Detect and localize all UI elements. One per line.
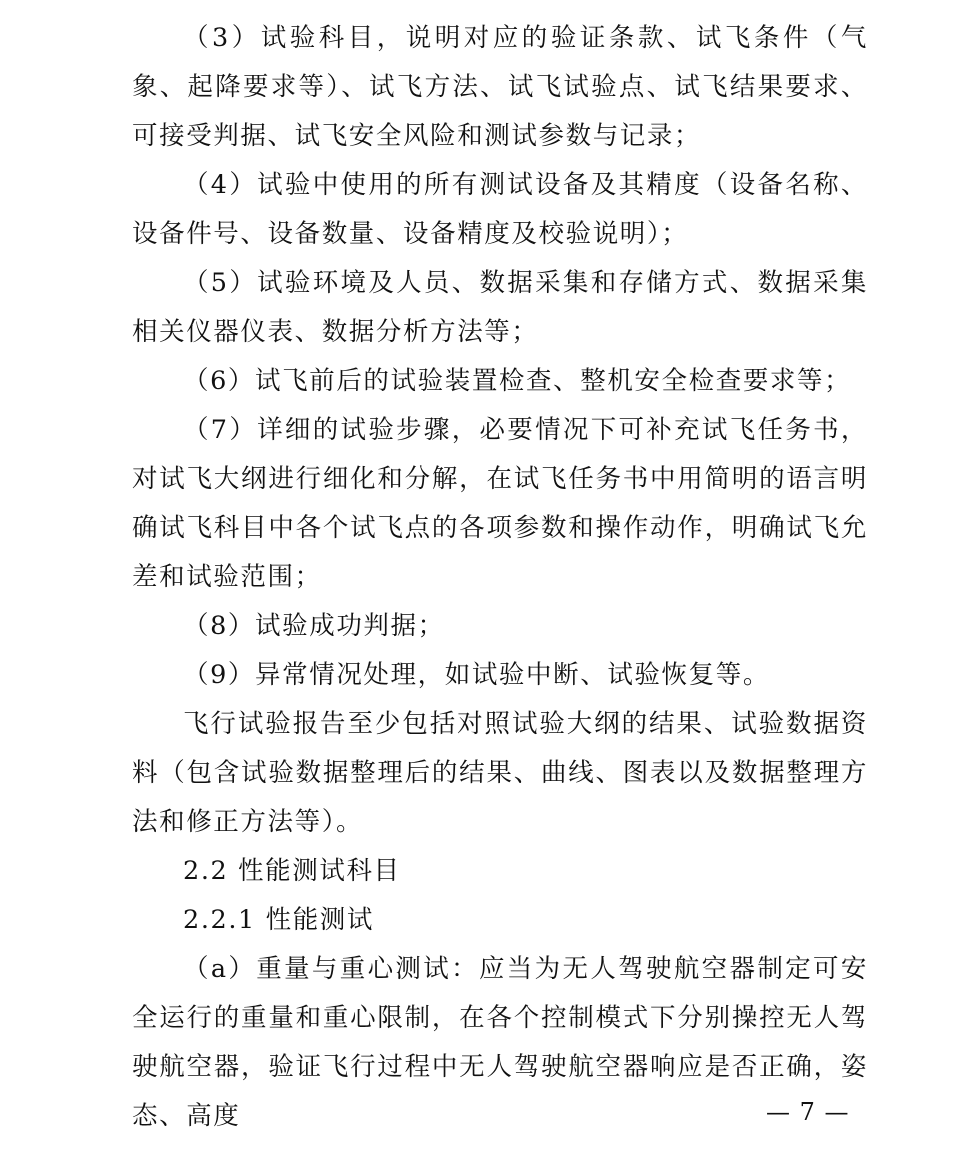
list-item-9: （9）异常情况处理，如试验中断、试验恢复等。 <box>183 660 770 690</box>
subsection-heading: 2.2.1 性能测试 <box>183 905 374 935</box>
page-number: — 7 — <box>766 1098 850 1126</box>
list-item-3: （3）试验科目，说明对应的验证条款、试飞条件（气象、起降要求等）、试飞方法、试飞试验点、试飞结果要求、可接受判据、试飞安全风险和测试参数与记录； <box>132 23 868 151</box>
list-item-8: （8）试验成功判据； <box>183 611 445 641</box>
report-paragraph: 飞行试验报告至少包括对照试验大纲的结果、试验数据资料（包含试验数据整理后的结果、曲线、图表以及数据整理方法和修正方法等）。 <box>132 709 868 837</box>
list-item-7: （7）详细的试验步骤，必要情况下可补充试飞任务书，对试飞大纲进行细化和分解，在试飞任务书中用简明的语言明确试飞科目中各个试飞点的各项参数和操作动作，明确试飞允差和试验范围； <box>132 415 868 592</box>
section-heading: 2.2 性能测试科目 <box>183 856 401 886</box>
list-item-4: （4）试验中使用的所有测试设备及其精度（设备名称、设备件号、设备数量、设备精度及校验说明）； <box>132 170 868 249</box>
list-item-6: （6）试飞前后的试验装置检查、整机安全检查要求等； <box>183 366 852 396</box>
document-body <box>132 14 868 1141</box>
weight-cg-paragraph: （a）重量与重心测试：应当为无人驾驶航空器制定可安全运行的重量和重心限制，在各个控制模式下分别操控无人驾驶航空器，验证飞行过程中无人驾驶航空器响应是否正确，姿态、高度 <box>132 954 868 1131</box>
list-item-5: （5）试验环境及人员、数据采集和存储方式、数据采集相关仪器仪表、数据分析方法等； <box>132 268 868 347</box>
